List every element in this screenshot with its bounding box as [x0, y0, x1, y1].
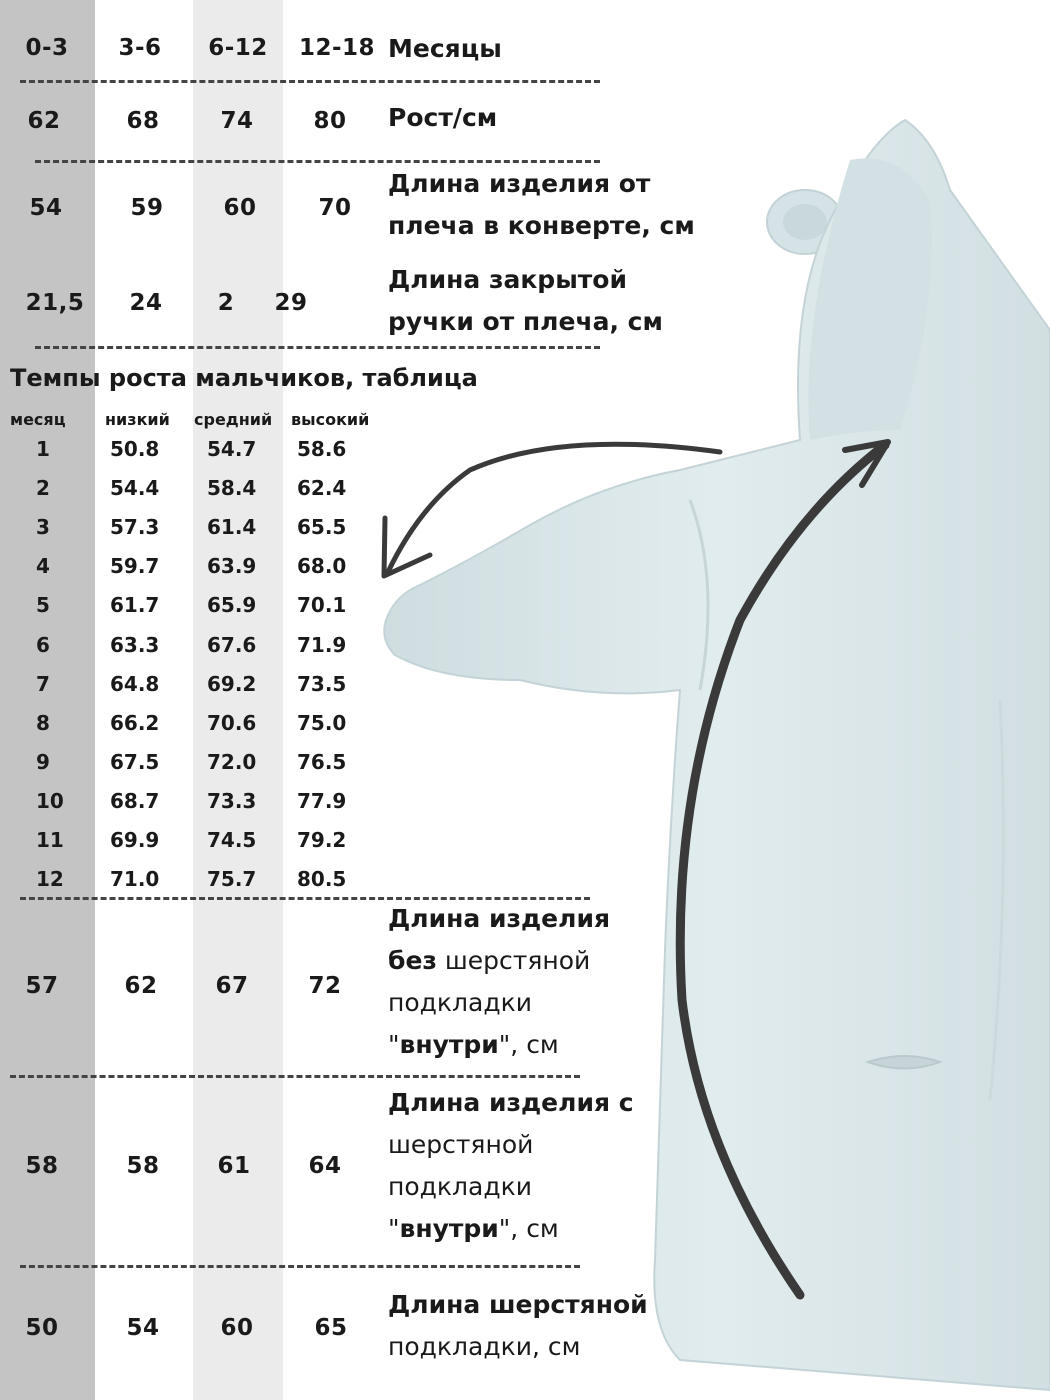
growth-row-value: 63.3 [110, 632, 160, 657]
growth-row-value: 50.8 [110, 437, 160, 461]
normal-text: ", см [498, 1214, 559, 1243]
length-with-lining-value: 61 [217, 1153, 251, 1179]
header-label: Месяцы [388, 34, 502, 63]
height-label: Рост/см [388, 103, 498, 132]
growth-row-value: 75.7 [207, 867, 257, 892]
growth-row-value: 68.7 [110, 788, 160, 813]
length-from-shoulder-value: 70 [318, 195, 352, 221]
growth-row-value: 71.0 [110, 867, 160, 892]
sleeve-length-value: 24 [129, 290, 163, 316]
growth-row-month: 1 [36, 437, 50, 461]
sleeve-length-label-line2: ручки от плеча, см [388, 307, 663, 336]
bold-word: внутри [399, 1030, 499, 1059]
bold-word: внутри [399, 1214, 499, 1243]
length-from-shoulder-value: 54 [29, 195, 63, 221]
growth-row-value: 67.5 [110, 749, 160, 774]
length-without-lining-value: 72 [308, 973, 342, 999]
lining-length-value: 65 [314, 1315, 348, 1341]
quote: " [388, 1214, 400, 1243]
growth-row-month: 6 [36, 632, 50, 657]
growth-row-value: 79.2 [297, 828, 347, 852]
lining-length-value: 50 [25, 1315, 59, 1341]
growth-row-value: 61.4 [207, 515, 257, 540]
bold-word: без [388, 946, 437, 975]
growth-row-value: 66.2 [110, 710, 160, 735]
growth-row-value: 54.7 [207, 437, 257, 461]
divider [10, 1075, 580, 1078]
growth-row-value: 64.8 [110, 671, 160, 696]
growth-row-value: 61.7 [110, 593, 160, 618]
growth-row-value: 73.3 [207, 788, 257, 813]
growth-row-value: 75.0 [297, 710, 347, 735]
growth-header-medium: средний [194, 410, 273, 429]
growth-row-value: 59.7 [110, 554, 160, 579]
length-without-lining-value: 57 [25, 973, 59, 999]
growth-row-value: 73.5 [297, 671, 347, 696]
growth-row-value: 65.9 [207, 593, 257, 618]
growth-row-value: 71.9 [297, 632, 347, 657]
height-value: 80 [313, 108, 347, 134]
growth-row-value: 69.9 [110, 828, 160, 852]
growth-row-value: 70.6 [207, 710, 257, 735]
sleeve-length-value: 21,5 [25, 290, 85, 316]
length-from-shoulder-label-line2: плеча в конверте, см [388, 211, 695, 240]
growth-row-value: 58.4 [207, 476, 257, 501]
lining-length-label-line2: подкладки, см [388, 1332, 581, 1361]
height-value: 74 [220, 108, 254, 134]
growth-row-month: 7 [36, 671, 50, 696]
lining-length-label-line1: Длина шерстяной [388, 1290, 648, 1319]
growth-row-value: 67.6 [207, 632, 257, 657]
length-with-lining-value: 64 [308, 1153, 342, 1179]
growth-row-value: 69.2 [207, 671, 257, 696]
length-without-lining-label-line4 [388, 1024, 559, 1066]
length-with-lining-label-line3: подкладки [388, 1172, 532, 1201]
growth-row-value: 62.4 [297, 476, 347, 501]
normal-text: ", см [498, 1030, 559, 1059]
growth-row-value: 76.5 [297, 749, 347, 774]
length-without-lining-label-line2 [388, 940, 590, 982]
growth-row-month: 12 [36, 867, 64, 892]
column-header-0-3: 0-3 [25, 35, 69, 61]
quote: " [388, 1030, 400, 1059]
growth-row-value: 74.5 [207, 828, 257, 852]
growth-row-value: 80.5 [297, 867, 347, 892]
sleeve-length-value: 2 [217, 290, 235, 316]
divider [35, 346, 600, 349]
divider [20, 80, 600, 83]
length-with-lining-value: 58 [25, 1153, 59, 1179]
growth-header-high: высокий [291, 410, 370, 429]
growth-row-value: 68.0 [297, 554, 347, 579]
normal-text: шерстяной [436, 946, 591, 975]
length-without-lining-label-line1: Длина изделия [388, 904, 611, 933]
growth-row-month: 3 [36, 515, 50, 540]
growth-row-value: 58.6 [297, 437, 347, 461]
growth-row-value: 70.1 [297, 593, 347, 618]
growth-row-month: 2 [36, 476, 50, 501]
growth-row-month: 10 [36, 788, 64, 813]
growth-row-value: 57.3 [110, 515, 160, 540]
column-header-3-6: 3-6 [118, 35, 162, 61]
sleeve-length-value: 29 [274, 290, 308, 316]
length-from-shoulder-value: 59 [130, 195, 164, 221]
length-with-lining-label-line4 [388, 1208, 559, 1250]
height-value: 68 [126, 108, 160, 134]
column-header-6-12: 6-12 [208, 35, 268, 61]
growth-header-month: месяц [10, 410, 66, 429]
growth-row-month: 11 [36, 828, 64, 852]
lining-length-value: 60 [220, 1315, 254, 1341]
growth-row-month: 9 [36, 749, 50, 774]
length-from-shoulder-label-line1: Длина изделия от [388, 169, 651, 198]
length-from-shoulder-value: 60 [223, 195, 257, 221]
length-without-lining-value: 62 [124, 973, 158, 999]
sleeve-length-label-line1: Длина закрытой [388, 265, 627, 294]
growth-row-month: 5 [36, 593, 50, 618]
growth-row-value: 54.4 [110, 476, 160, 501]
length-without-lining-value: 67 [215, 973, 249, 999]
growth-row-value: 65.5 [297, 515, 347, 540]
column-header-12-18: 12-18 [298, 35, 376, 61]
growth-header-low: низкий [105, 410, 170, 429]
growth-row-value: 72.0 [207, 749, 257, 774]
growth-row-value: 77.9 [297, 788, 347, 813]
height-value: 62 [27, 108, 61, 134]
growth-row-month: 4 [36, 554, 50, 579]
lining-length-value: 54 [126, 1315, 160, 1341]
growth-table-title: Темпы роста мальчиков, таблица [10, 364, 478, 392]
length-with-lining-label-line1: Длина изделия с [388, 1088, 634, 1117]
divider [20, 1265, 580, 1268]
length-with-lining-value: 58 [126, 1153, 160, 1179]
growth-row-month: 8 [36, 710, 50, 735]
growth-row-value: 63.9 [207, 554, 257, 579]
length-with-lining-label-line2: шерстяной [388, 1130, 534, 1159]
length-without-lining-label-line3: подкладки [388, 988, 532, 1017]
